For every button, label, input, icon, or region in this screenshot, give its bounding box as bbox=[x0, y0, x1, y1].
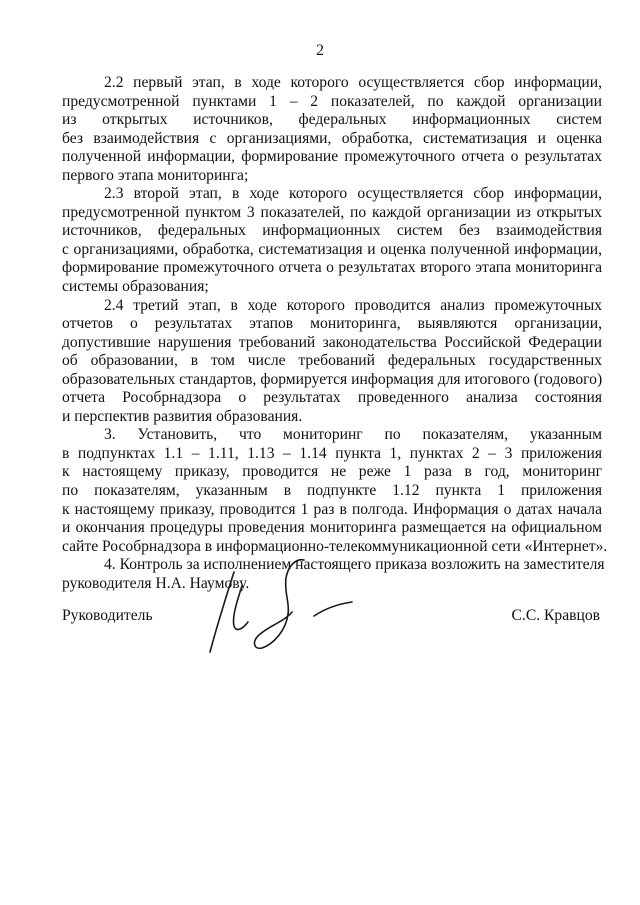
paragraph-2-3 bbox=[62, 185, 602, 296]
text-line: первого этапа мониторинга; bbox=[62, 166, 249, 184]
text-line: 3. Установить, что мониторинг по показателям, указанным bbox=[104, 426, 602, 444]
text-line: об образовании, в том числе требований федеральных государственных bbox=[62, 352, 602, 370]
text-line: предусмотренной пунктами 1 – 2 показателей, по каждой организации bbox=[62, 92, 602, 110]
page-number: 2 bbox=[316, 42, 324, 59]
text-line: руководителя Н.А. Наумову. bbox=[62, 574, 250, 592]
text-line: без взаимодействия с организациями, обработка, систематизация и оценка bbox=[62, 129, 602, 147]
text-line: образовательных стандартов, формируется информация для итогового (годового) bbox=[62, 370, 603, 388]
text-line: допустившие нарушения требований законодательства Российской Федерации bbox=[62, 333, 602, 351]
text-line: к настоящему приказу, проводится 1 раз в полгода. Информация о датах начала bbox=[62, 500, 602, 518]
text-line: 2.3 второй этап, в ходе которого осуществляется сбор информации, bbox=[104, 185, 602, 203]
signature-block bbox=[62, 606, 600, 636]
text-line: с организациями, обработка, систематизация и оценка полученной информации, bbox=[62, 240, 602, 258]
paragraph-3 bbox=[62, 426, 608, 556]
signatory-name: С.С. Кравцов bbox=[511, 607, 600, 624]
text-line: отчета Рособрнадзора о результатах проведенного анализа состояния bbox=[62, 389, 602, 407]
text-line: сайте Рособрнадзора в информационно-телекоммуникационной сети «Интернет». bbox=[62, 537, 608, 555]
handwritten-signature bbox=[196, 552, 360, 658]
text-line: и перспектив развития образования. bbox=[62, 407, 303, 425]
text-line: по показателям, указанным в подпункте 1.12 пункта 1 приложения bbox=[62, 482, 602, 500]
text-line: формирование промежуточного отчета о результатах второго этапа мониторинга bbox=[62, 259, 602, 277]
paragraph-2-2 bbox=[62, 74, 602, 185]
text-line: предусмотренной пунктом 3 показателей, по каждой организации из открытых bbox=[62, 203, 602, 221]
text-line: источников, федеральных информационных систем без взаимодействия bbox=[62, 222, 602, 240]
text-line: полученной информации, формирование промежуточного отчета о результатах bbox=[62, 148, 602, 166]
text-line: 2.2 первый этап, в ходе которого осуществляется сбор информации, bbox=[104, 74, 602, 91]
text-line: системы образования; bbox=[62, 278, 209, 296]
document-body bbox=[62, 74, 608, 593]
text-line: в подпунктах 1.1 – 1.11, 1.13 – 1.14 пункта 1, пунктах 2 – 3 приложения bbox=[62, 444, 602, 462]
signatory-title: Руководитель bbox=[62, 607, 153, 624]
text-line: 2.4 третий этап, в ходе которого проводится анализ промежуточных bbox=[104, 296, 602, 314]
text-line: 4. Контроль за исполнением настоящего приказа возложить на заместителя bbox=[104, 556, 605, 574]
text-line: отчетов о результатах этапов мониторинга, выявляются организации, bbox=[62, 315, 602, 333]
paragraph-2-4 bbox=[62, 297, 602, 427]
text-line: к настоящему приказу, проводится не реже 1 раза в год, мониторинг bbox=[62, 463, 602, 481]
text-line: из открытых источников, федеральных информационных систем bbox=[62, 111, 602, 129]
text-line: и окончания процедуры проведения мониторинга размещается на официальном bbox=[62, 519, 602, 537]
